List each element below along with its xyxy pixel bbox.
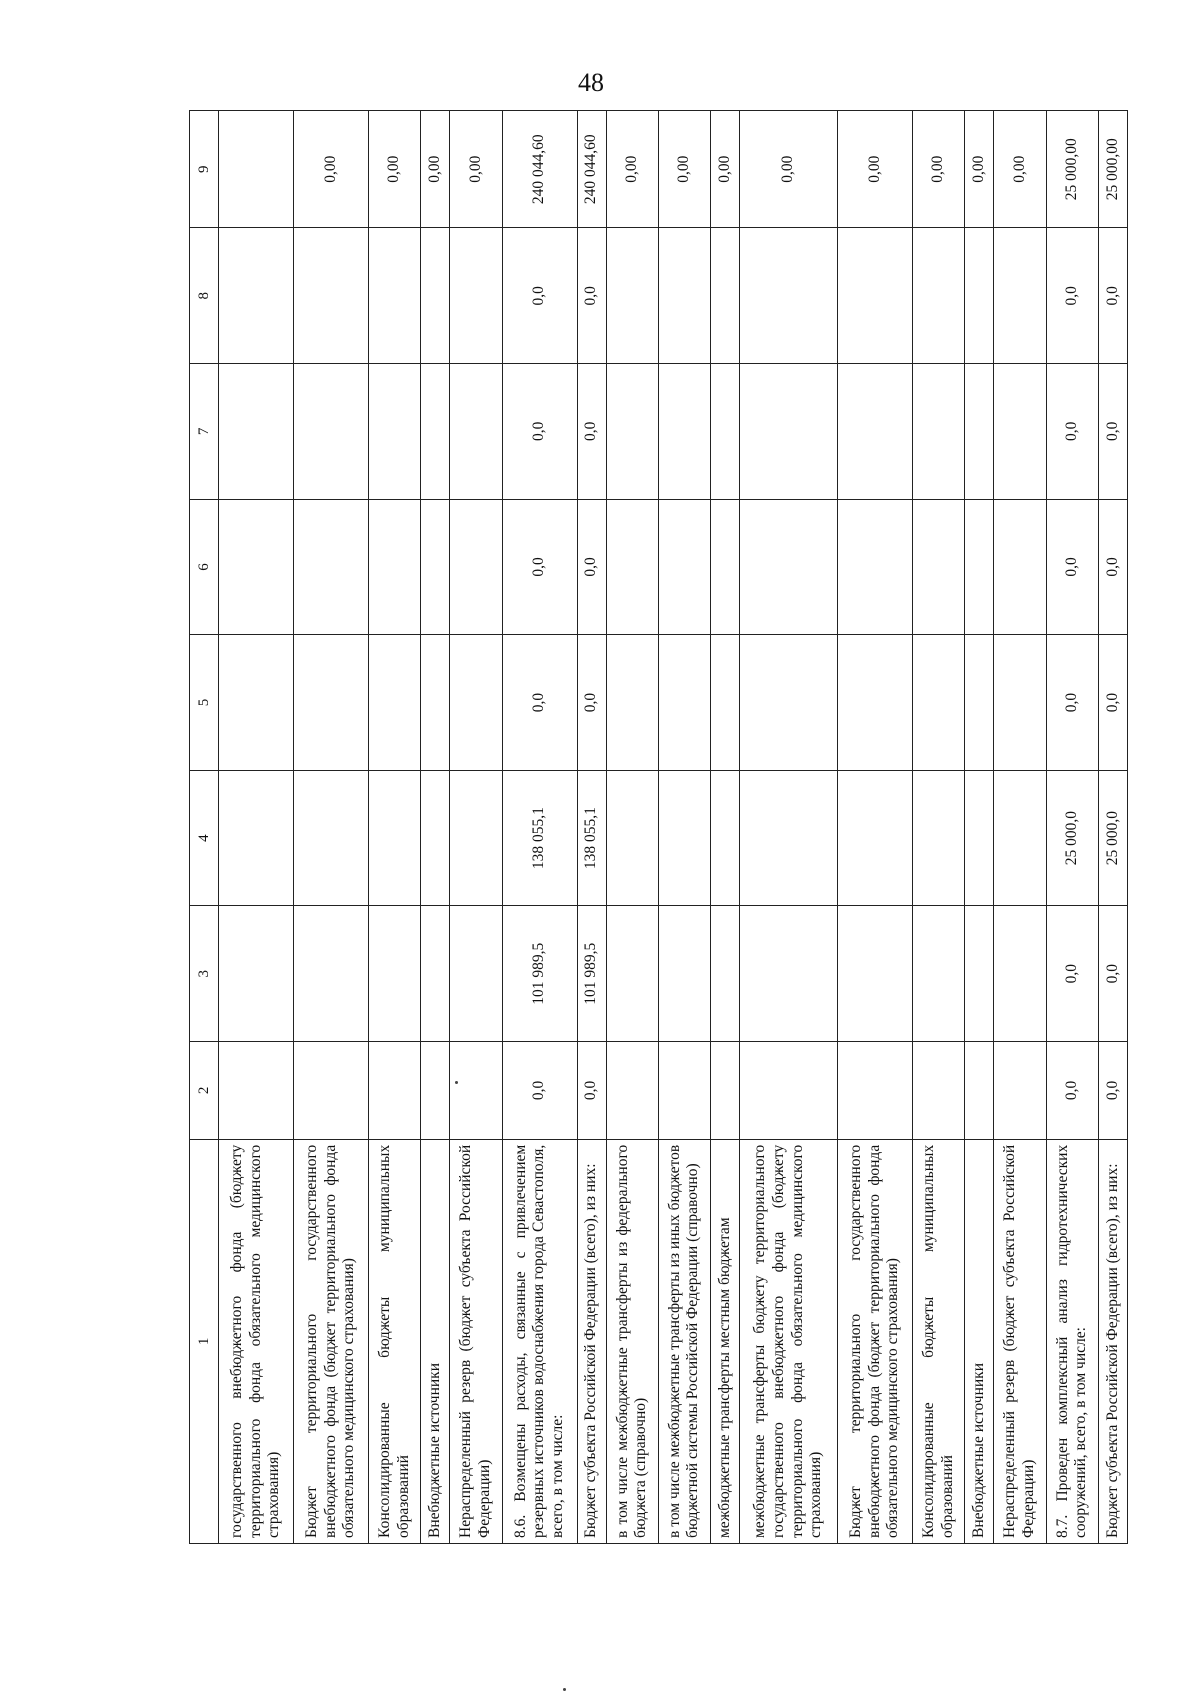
row-label: Бюджет территориального государственного внебюджетного фонда (бюджет территориального фонда обязательного медицинского страхования) bbox=[294, 1139, 369, 1543]
value-cell: 25 000,0 bbox=[1098, 770, 1127, 906]
value-cell bbox=[740, 635, 838, 771]
value-cell bbox=[369, 635, 421, 771]
value-cell bbox=[838, 1042, 913, 1140]
value-cell: 25 000,00 bbox=[1046, 111, 1098, 228]
value-cell bbox=[994, 364, 1046, 500]
value-cell bbox=[450, 635, 502, 771]
value-cell: 0,00 bbox=[294, 111, 369, 228]
value-cell bbox=[369, 228, 421, 364]
scan-speck bbox=[563, 1688, 566, 1691]
value-cell bbox=[965, 364, 994, 500]
row-label: в том числе межбюджетные трансферты из иных бюджетов бюджетной системы Российской Федерации (справочно) bbox=[658, 1139, 710, 1543]
value-cell bbox=[658, 228, 710, 364]
value-cell bbox=[710, 770, 739, 906]
value-cell bbox=[838, 906, 913, 1042]
row-label: 8.6. Возмещены расходы, связанные с привлечением резервных источников водоснабжения города Севастополя, всего, в том числе: bbox=[502, 1139, 577, 1543]
value-cell bbox=[606, 364, 658, 500]
value-cell bbox=[658, 1042, 710, 1140]
value-cell bbox=[606, 635, 658, 771]
value-cell bbox=[369, 770, 421, 906]
value-cell bbox=[658, 364, 710, 500]
value-cell: 0,0 bbox=[1098, 906, 1127, 1042]
value-cell bbox=[913, 770, 965, 906]
value-cell: 0,0 bbox=[1046, 228, 1098, 364]
value-cell bbox=[710, 635, 739, 771]
value-cell bbox=[838, 364, 913, 500]
value-cell bbox=[421, 1042, 450, 1140]
value-cell bbox=[994, 1042, 1046, 1140]
row-label: Нераспределенный резерв (бюджет субъекта Российской Федерации) bbox=[994, 1139, 1046, 1543]
value-cell bbox=[740, 1042, 838, 1140]
scan-speck bbox=[455, 1081, 458, 1084]
value-cell bbox=[219, 906, 294, 1042]
value-cell bbox=[219, 228, 294, 364]
value-cell bbox=[369, 364, 421, 500]
value-cell: 0,0 bbox=[577, 499, 606, 635]
value-cell bbox=[369, 1042, 421, 1140]
value-cell: 0,0 bbox=[502, 499, 577, 635]
table-row bbox=[219, 111, 294, 1544]
value-cell bbox=[658, 906, 710, 1042]
value-cell: 0,0 bbox=[1098, 364, 1127, 500]
row-label: Бюджет субъекта Российской Федерации (всего), из них: bbox=[577, 1139, 606, 1543]
value-cell: 0,00 bbox=[740, 111, 838, 228]
value-cell: 0,0 bbox=[502, 1042, 577, 1140]
value-cell: 0,0 bbox=[502, 635, 577, 771]
value-cell: 0,0 bbox=[1046, 499, 1098, 635]
value-cell bbox=[913, 1042, 965, 1140]
row-label: Внебюджетные источники bbox=[421, 1139, 450, 1543]
row-label: межбюджетные трансферты бюджету территориального государственного внебюджетного фонда (бюджету территориального фонда обязательного медицинского страхования) bbox=[740, 1139, 838, 1543]
value-cell bbox=[965, 906, 994, 1042]
value-cell: 0,0 bbox=[1098, 1042, 1127, 1140]
table-row bbox=[740, 111, 838, 1544]
table-row bbox=[502, 111, 577, 1544]
value-cell bbox=[740, 364, 838, 500]
value-cell: 0,00 bbox=[421, 111, 450, 228]
value-cell: 0,0 bbox=[1046, 364, 1098, 500]
value-cell bbox=[369, 906, 421, 1042]
value-cell: 0,00 bbox=[994, 111, 1046, 228]
column-header-2: 2 bbox=[190, 1042, 219, 1140]
table-row bbox=[450, 111, 502, 1544]
row-label: Консолидированные бюджеты муниципальных образований bbox=[913, 1139, 965, 1543]
value-cell: 25 000,00 bbox=[1098, 111, 1127, 228]
table-row bbox=[369, 111, 421, 1544]
value-cell: 0,0 bbox=[577, 635, 606, 771]
value-cell bbox=[913, 906, 965, 1042]
value-cell bbox=[965, 635, 994, 771]
value-cell: 0,0 bbox=[1098, 635, 1127, 771]
table-row bbox=[658, 111, 710, 1544]
value-cell bbox=[219, 635, 294, 771]
row-label: Бюджет субъекта Российской Федерации (всего), из них: bbox=[1098, 1139, 1127, 1543]
value-cell bbox=[421, 499, 450, 635]
value-cell bbox=[838, 770, 913, 906]
value-cell bbox=[965, 499, 994, 635]
row-label: в том числе межбюджетные трансферты из федерального бюджета (справочно) bbox=[606, 1139, 658, 1543]
value-cell: 0,0 bbox=[1046, 906, 1098, 1042]
value-cell bbox=[965, 770, 994, 906]
value-cell bbox=[913, 364, 965, 500]
table-row bbox=[710, 111, 739, 1544]
value-cell bbox=[710, 364, 739, 500]
value-cell bbox=[965, 228, 994, 364]
value-cell: 0,00 bbox=[838, 111, 913, 228]
table-row bbox=[1098, 111, 1127, 1544]
table-row bbox=[606, 111, 658, 1544]
value-cell bbox=[606, 1042, 658, 1140]
table-row bbox=[421, 111, 450, 1544]
table-row bbox=[838, 111, 913, 1544]
value-cell: 0,0 bbox=[1046, 1042, 1098, 1140]
value-cell: 0,0 bbox=[577, 364, 606, 500]
table-row bbox=[965, 111, 994, 1544]
page-number: 48 bbox=[578, 68, 604, 97]
value-cell bbox=[740, 228, 838, 364]
value-cell bbox=[710, 906, 739, 1042]
value-cell: 101 989,5 bbox=[577, 906, 606, 1042]
value-cell bbox=[994, 906, 1046, 1042]
value-cell bbox=[740, 499, 838, 635]
column-header-6: 6 bbox=[190, 499, 219, 635]
value-cell bbox=[658, 499, 710, 635]
column-header-1: 1 bbox=[190, 1139, 219, 1543]
row-label: Бюджет территориального государственного внебюджетного фонда (бюджет территориального фонда обязательного медицинского страхования) bbox=[838, 1139, 913, 1543]
row-label: Консолидированные бюджеты муниципальных образований bbox=[369, 1139, 421, 1543]
column-header-4: 4 bbox=[190, 770, 219, 906]
value-cell bbox=[913, 228, 965, 364]
table-row bbox=[994, 111, 1046, 1544]
value-cell bbox=[606, 770, 658, 906]
value-cell bbox=[606, 228, 658, 364]
value-cell: 0,00 bbox=[606, 111, 658, 228]
value-cell bbox=[913, 635, 965, 771]
value-cell: 138 055,1 bbox=[502, 770, 577, 906]
value-cell: 138 055,1 bbox=[577, 770, 606, 906]
value-cell bbox=[450, 906, 502, 1042]
value-cell bbox=[294, 499, 369, 635]
header-row bbox=[190, 111, 219, 1544]
row-label: Внебюджетные источники bbox=[965, 1139, 994, 1543]
value-cell bbox=[369, 499, 421, 635]
value-cell: 0,00 bbox=[913, 111, 965, 228]
value-cell bbox=[994, 228, 1046, 364]
value-cell bbox=[994, 770, 1046, 906]
value-cell bbox=[838, 499, 913, 635]
column-header-7: 7 bbox=[190, 364, 219, 500]
value-cell bbox=[294, 770, 369, 906]
value-cell bbox=[450, 499, 502, 635]
value-cell: 240 044,60 bbox=[577, 111, 606, 228]
value-cell: 25 000,0 bbox=[1046, 770, 1098, 906]
value-cell bbox=[219, 770, 294, 906]
value-cell bbox=[421, 770, 450, 906]
value-cell bbox=[965, 1042, 994, 1140]
value-cell bbox=[658, 635, 710, 771]
value-cell bbox=[294, 906, 369, 1042]
value-cell bbox=[219, 364, 294, 500]
value-cell bbox=[421, 906, 450, 1042]
value-cell bbox=[421, 228, 450, 364]
value-cell bbox=[913, 499, 965, 635]
value-cell bbox=[219, 1042, 294, 1140]
value-cell bbox=[294, 635, 369, 771]
value-cell bbox=[606, 906, 658, 1042]
column-header-5: 5 bbox=[190, 635, 219, 771]
value-cell: 0,0 bbox=[577, 228, 606, 364]
value-cell bbox=[710, 1042, 739, 1140]
value-cell bbox=[294, 1042, 369, 1140]
row-label: межбюджетные трансферты местным бюджетам bbox=[710, 1139, 739, 1543]
row-label: 8.7. Проведен комплексный анализ гидротехнических сооружений, всего, в том числе: bbox=[1046, 1139, 1098, 1543]
value-cell bbox=[838, 635, 913, 771]
value-cell: 240 044,60 bbox=[502, 111, 577, 228]
value-cell: 0,0 bbox=[502, 364, 577, 500]
value-cell: 0,00 bbox=[658, 111, 710, 228]
column-header-9: 9 bbox=[190, 111, 219, 228]
value-cell bbox=[421, 635, 450, 771]
value-cell bbox=[606, 499, 658, 635]
value-cell bbox=[294, 228, 369, 364]
table-row bbox=[913, 111, 965, 1544]
value-cell: 0,0 bbox=[1046, 635, 1098, 771]
value-cell: 0,00 bbox=[450, 111, 502, 228]
value-cell bbox=[294, 364, 369, 500]
value-cell: 0,0 bbox=[502, 228, 577, 364]
value-cell bbox=[450, 228, 502, 364]
value-cell bbox=[740, 906, 838, 1042]
value-cell: 0,0 bbox=[577, 1042, 606, 1140]
value-cell bbox=[740, 770, 838, 906]
value-cell bbox=[838, 228, 913, 364]
value-cell bbox=[421, 364, 450, 500]
value-cell: 0,0 bbox=[1098, 499, 1127, 635]
column-header-3: 3 bbox=[190, 906, 219, 1042]
row-label: Нераспределенный резерв (бюджет субъекта Российской Федерации) bbox=[450, 1139, 502, 1543]
value-cell: 101 989,5 bbox=[502, 906, 577, 1042]
rotated-table-container bbox=[189, 110, 1128, 1544]
value-cell bbox=[710, 499, 739, 635]
value-cell bbox=[219, 111, 294, 228]
value-cell: 0,0 bbox=[1098, 228, 1127, 364]
value-cell bbox=[994, 499, 1046, 635]
table-row bbox=[1046, 111, 1098, 1544]
value-cell: 0,00 bbox=[965, 111, 994, 228]
value-cell bbox=[219, 499, 294, 635]
value-cell: 0,00 bbox=[369, 111, 421, 228]
row-label: государственного внебюджетного фонда (бюджету территориального фонда обязательного медицинского страхования) bbox=[219, 1139, 294, 1543]
value-cell: 0,00 bbox=[710, 111, 739, 228]
value-cell bbox=[450, 1042, 502, 1140]
value-cell bbox=[994, 635, 1046, 771]
budget-table bbox=[189, 110, 1128, 1544]
value-cell bbox=[450, 364, 502, 500]
value-cell bbox=[658, 770, 710, 906]
table-row bbox=[577, 111, 606, 1544]
value-cell bbox=[710, 228, 739, 364]
table-row bbox=[294, 111, 369, 1544]
value-cell bbox=[450, 770, 502, 906]
column-header-8: 8 bbox=[190, 228, 219, 364]
